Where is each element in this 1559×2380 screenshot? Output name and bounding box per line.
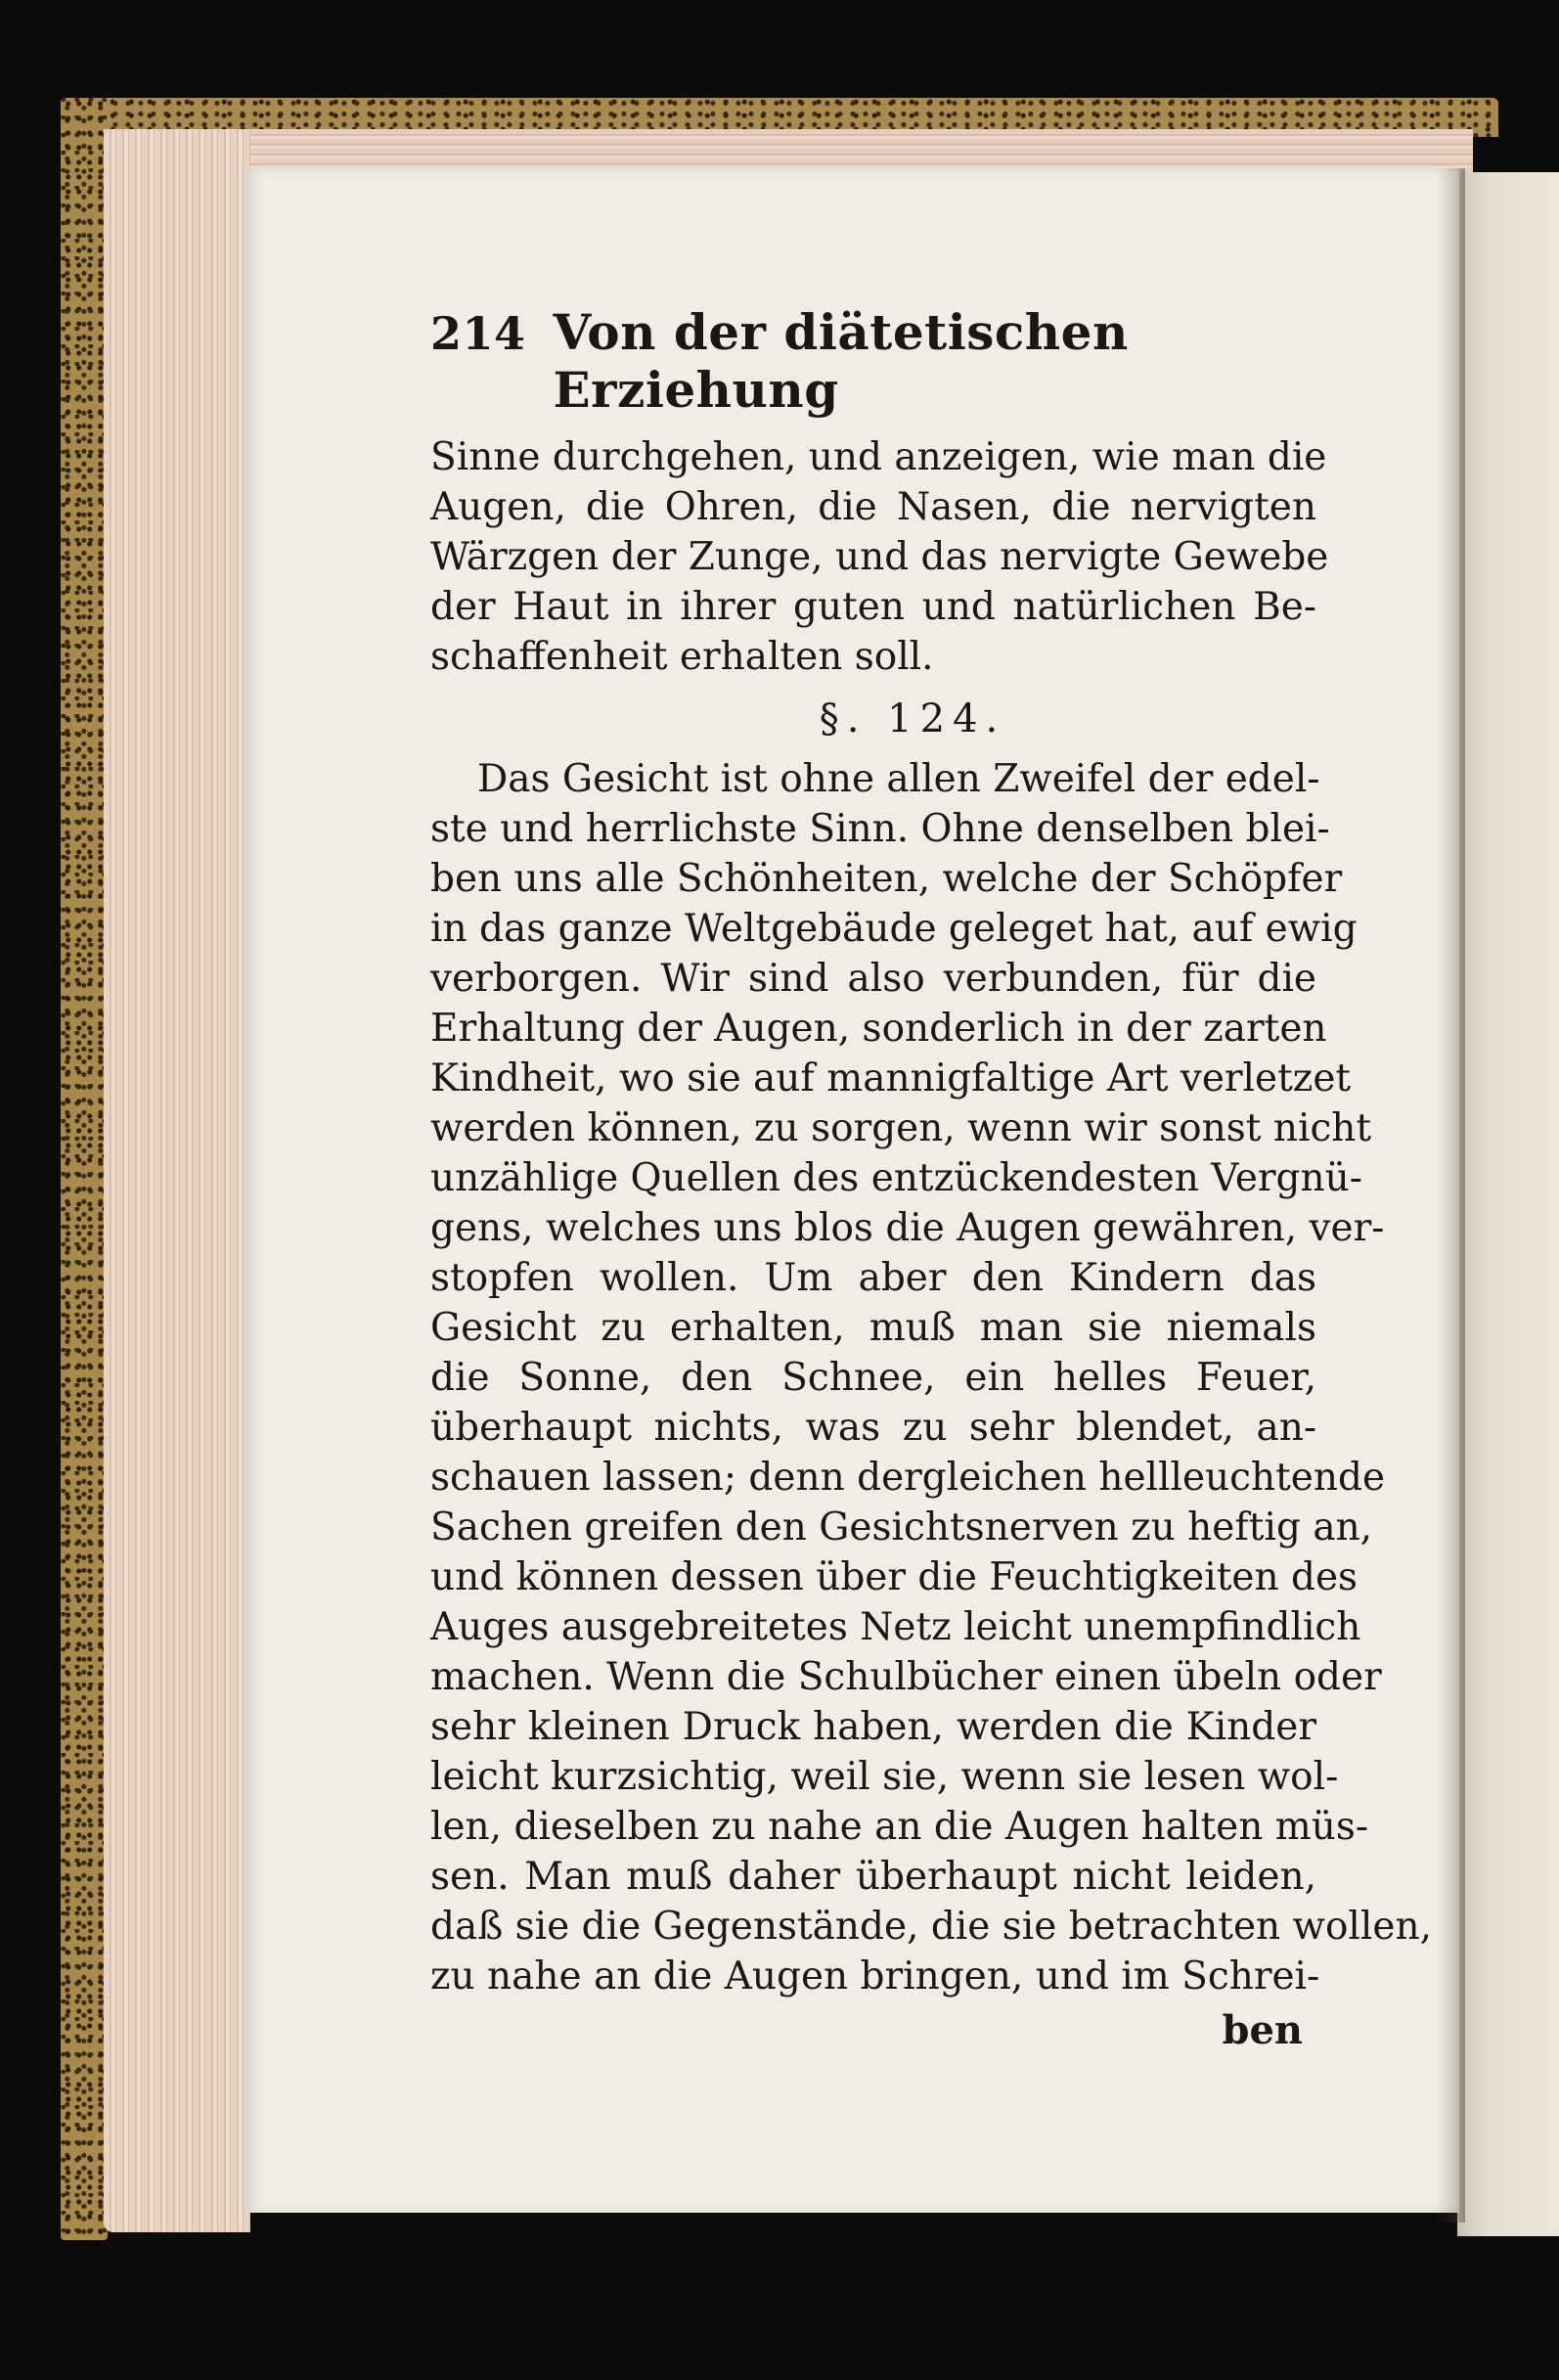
text-line: zu nahe an die Augen bringen, und im Schrei- <box>430 1954 1320 1998</box>
text-line: Augen, die Ohren, die Nasen, die nervigten <box>430 485 1316 529</box>
text-line: stopfen wollen. Um aber den Kindern das <box>430 1256 1316 1300</box>
text-line: schauen lassen; denn dergleichen hellleuchtende <box>430 1456 1386 1500</box>
text-line: daß sie die Gegenstände, die sie betrachten wollen, <box>430 1905 1432 1949</box>
gutter-shadow <box>1436 168 1465 2223</box>
text-line: und können dessen über die Feuchtigkeiten des <box>430 1555 1359 1599</box>
text-line: ste und herrlichste Sinn. Ohne denselben blei- <box>430 807 1330 851</box>
text-line: unzählige Quellen des entzückendesten Vergnü- <box>430 1156 1362 1200</box>
page-text <box>430 303 1432 2055</box>
running-title: Von der diätetischen Erziehung <box>553 303 1129 419</box>
text-line: len, dieselben zu nahe an die Augen halten müs- <box>430 1805 1369 1849</box>
text-line: der Haut in ihrer guten und natürlichen Be- <box>430 585 1316 629</box>
text-line: gens, welches uns blos die Augen gewähren, ver- <box>430 1206 1385 1250</box>
text-line: überhaupt nichts, was zu sehr blendet, an- <box>430 1406 1316 1450</box>
text-line: Sinne durchgehen, und anzeigen, wie man die <box>430 435 1327 479</box>
text-line: sen. Man muß daher überhaupt nicht leiden, <box>430 1855 1316 1899</box>
text-line: die Sonne, den Schnee, ein helles Feuer, <box>430 1356 1316 1400</box>
text-line: sehr kleinen Druck haben, werden die Kinder <box>430 1705 1316 1749</box>
paragraph-1 <box>430 432 1329 682</box>
text-line: ben uns alle Schönheiten, welche der Schöpfer <box>430 857 1343 901</box>
text-line: leicht kurzsichtig, weil sie, wenn sie lesen wol- <box>430 1755 1339 1799</box>
text-line: Gesicht zu erhalten, muß man sie niemals <box>430 1306 1316 1350</box>
text-line: Wärzgen der Zunge, und das nervigte Gewebe <box>430 535 1329 579</box>
paragraph-2 <box>430 754 1432 2001</box>
facing-page <box>1457 172 1559 2236</box>
text-line: Erhaltung der Augen, sonderlich in der zarten <box>430 1007 1327 1051</box>
running-header <box>430 303 1316 419</box>
catchword: ben <box>1222 2007 1303 2053</box>
text-line: Sachen greifen den Gesichtsnerven zu heftig an, <box>430 1505 1373 1549</box>
section-heading: §. 124. <box>819 696 1006 741</box>
cover-board <box>61 98 108 2240</box>
page-edges <box>104 129 250 2232</box>
text-line: schaffenheit erhalten soll. <box>430 635 934 679</box>
text-line: Auges ausgebreitetes Netz leicht unempfindlich <box>430 1605 1361 1649</box>
page-number: 214 <box>430 307 526 360</box>
text-line: Das Gesicht ist ohne allen Zweifel der edel- <box>477 757 1320 801</box>
text-line: machen. Wenn die Schulbücher einen übeln oder <box>430 1655 1382 1699</box>
text-line: Kindheit, wo sie auf mannigfaltige Art verletzet <box>430 1056 1352 1100</box>
text-line: in das ganze Weltgebäude geleget hat, auf ewig <box>430 907 1358 951</box>
text-line: werden können, zu sorgen, wenn wir sonst nicht <box>430 1106 1372 1150</box>
text-line: verborgen. Wir sind also verbunden, für die <box>430 957 1316 1001</box>
